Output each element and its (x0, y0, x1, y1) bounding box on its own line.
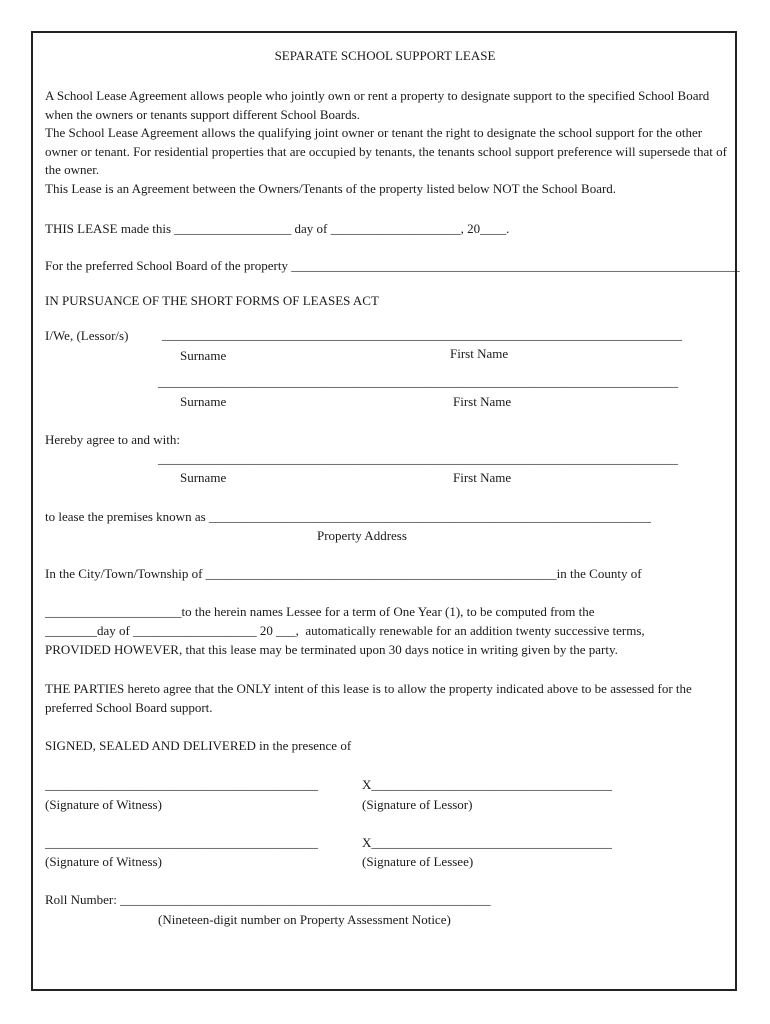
term-line-2[interactable]: ________day of ___________________ 20 ___, automatically renewable for an addition twenty successive terms, (45, 623, 645, 638)
term-line-3: PROVIDED HOWEVER, that this lease may be terminated upon 30 days notice in writing given by the party. (45, 642, 618, 657)
witness-2-label: (Signature of Witness) (45, 854, 162, 869)
act-heading: IN PURSUANCE OF THE SHORT FORMS OF LEASES ACT (45, 293, 379, 308)
surname-label-1: Surname (180, 348, 227, 363)
first-name-label-3: First Name (453, 470, 512, 485)
city-line[interactable]: In the City/Town/Township of ______________________________________________________in the County of (45, 566, 642, 581)
intro-paragraph-3: This Lease is an Agreement between the Owners/Tenants of the property listed below NOT the School Board. (45, 181, 617, 196)
witness-2-signature-line[interactable]: __________________________________________ (45, 835, 318, 850)
roll-number-note: (Nineteen-digit number on Property Assessment Notice) (158, 912, 451, 927)
witness-1-signature-line[interactable]: __________________________________________ (45, 777, 318, 792)
preferred-board-line[interactable]: For the preferred School Board of the property _____________________________________________________________________ (45, 258, 740, 273)
agree-label: Hereby agree to and with: (45, 432, 181, 447)
witness-1-label: (Signature of Witness) (45, 797, 162, 812)
parties-paragraph: THE PARTIES hereto agree that the ONLY intent of this lease is to allow the property indicated above to be assessed for the preferred School Board support. (45, 681, 692, 715)
lessor-signature-line[interactable]: X_____________________________________ (362, 777, 612, 792)
lessor-1-field[interactable]: ________________________________________________________________________________ (162, 327, 682, 342)
surname-label-2: Surname (180, 394, 227, 409)
lessee-signature-line[interactable]: X_____________________________________ (362, 835, 612, 850)
term-line-1[interactable]: _____________________to the herein names Lessee for a term of One Year (1), to be computed from the (45, 604, 595, 619)
signed-heading: SIGNED, SEALED AND DELIVERED in the presence of (45, 738, 352, 753)
surname-label-3: Surname (180, 470, 227, 485)
intro-paragraph-1: A School Lease Agreement allows people who jointly own or rent a property to designate support to the specified School Board when the owners or tenants support different School Boards. (45, 88, 710, 122)
first-name-label-1: First Name (450, 346, 509, 361)
lessor-signature-label: (Signature of Lessor) (362, 797, 473, 812)
roll-number-line[interactable]: Roll Number: _________________________________________________________ (45, 892, 491, 907)
premises-line[interactable]: to lease the premises known as ____________________________________________________________________ (45, 509, 651, 524)
lessor-label: I/We, (Lessor/s) (45, 328, 129, 343)
document-title: SEPARATE SCHOOL SUPPORT LEASE (274, 48, 496, 63)
first-name-label-2: First Name (453, 394, 512, 409)
lessee-signature-label: (Signature of Lessee) (362, 854, 474, 869)
lessee-field[interactable]: ________________________________________________________________________________ (158, 451, 678, 466)
lessor-2-field[interactable]: ________________________________________________________________________________ (158, 374, 678, 389)
intro-paragraph-2: The School Lease Agreement allows the qualifying joint owner or tenant the right to designate the school support for the other owner or tenant. For residential properties that are occupied by tenants, the tenants school support preference will supersede that of the owner. (45, 125, 727, 177)
property-address-label: Property Address (317, 528, 407, 543)
lease-date-line[interactable]: THIS LEASE made this __________________ day of ____________________, 20____. (45, 221, 510, 236)
